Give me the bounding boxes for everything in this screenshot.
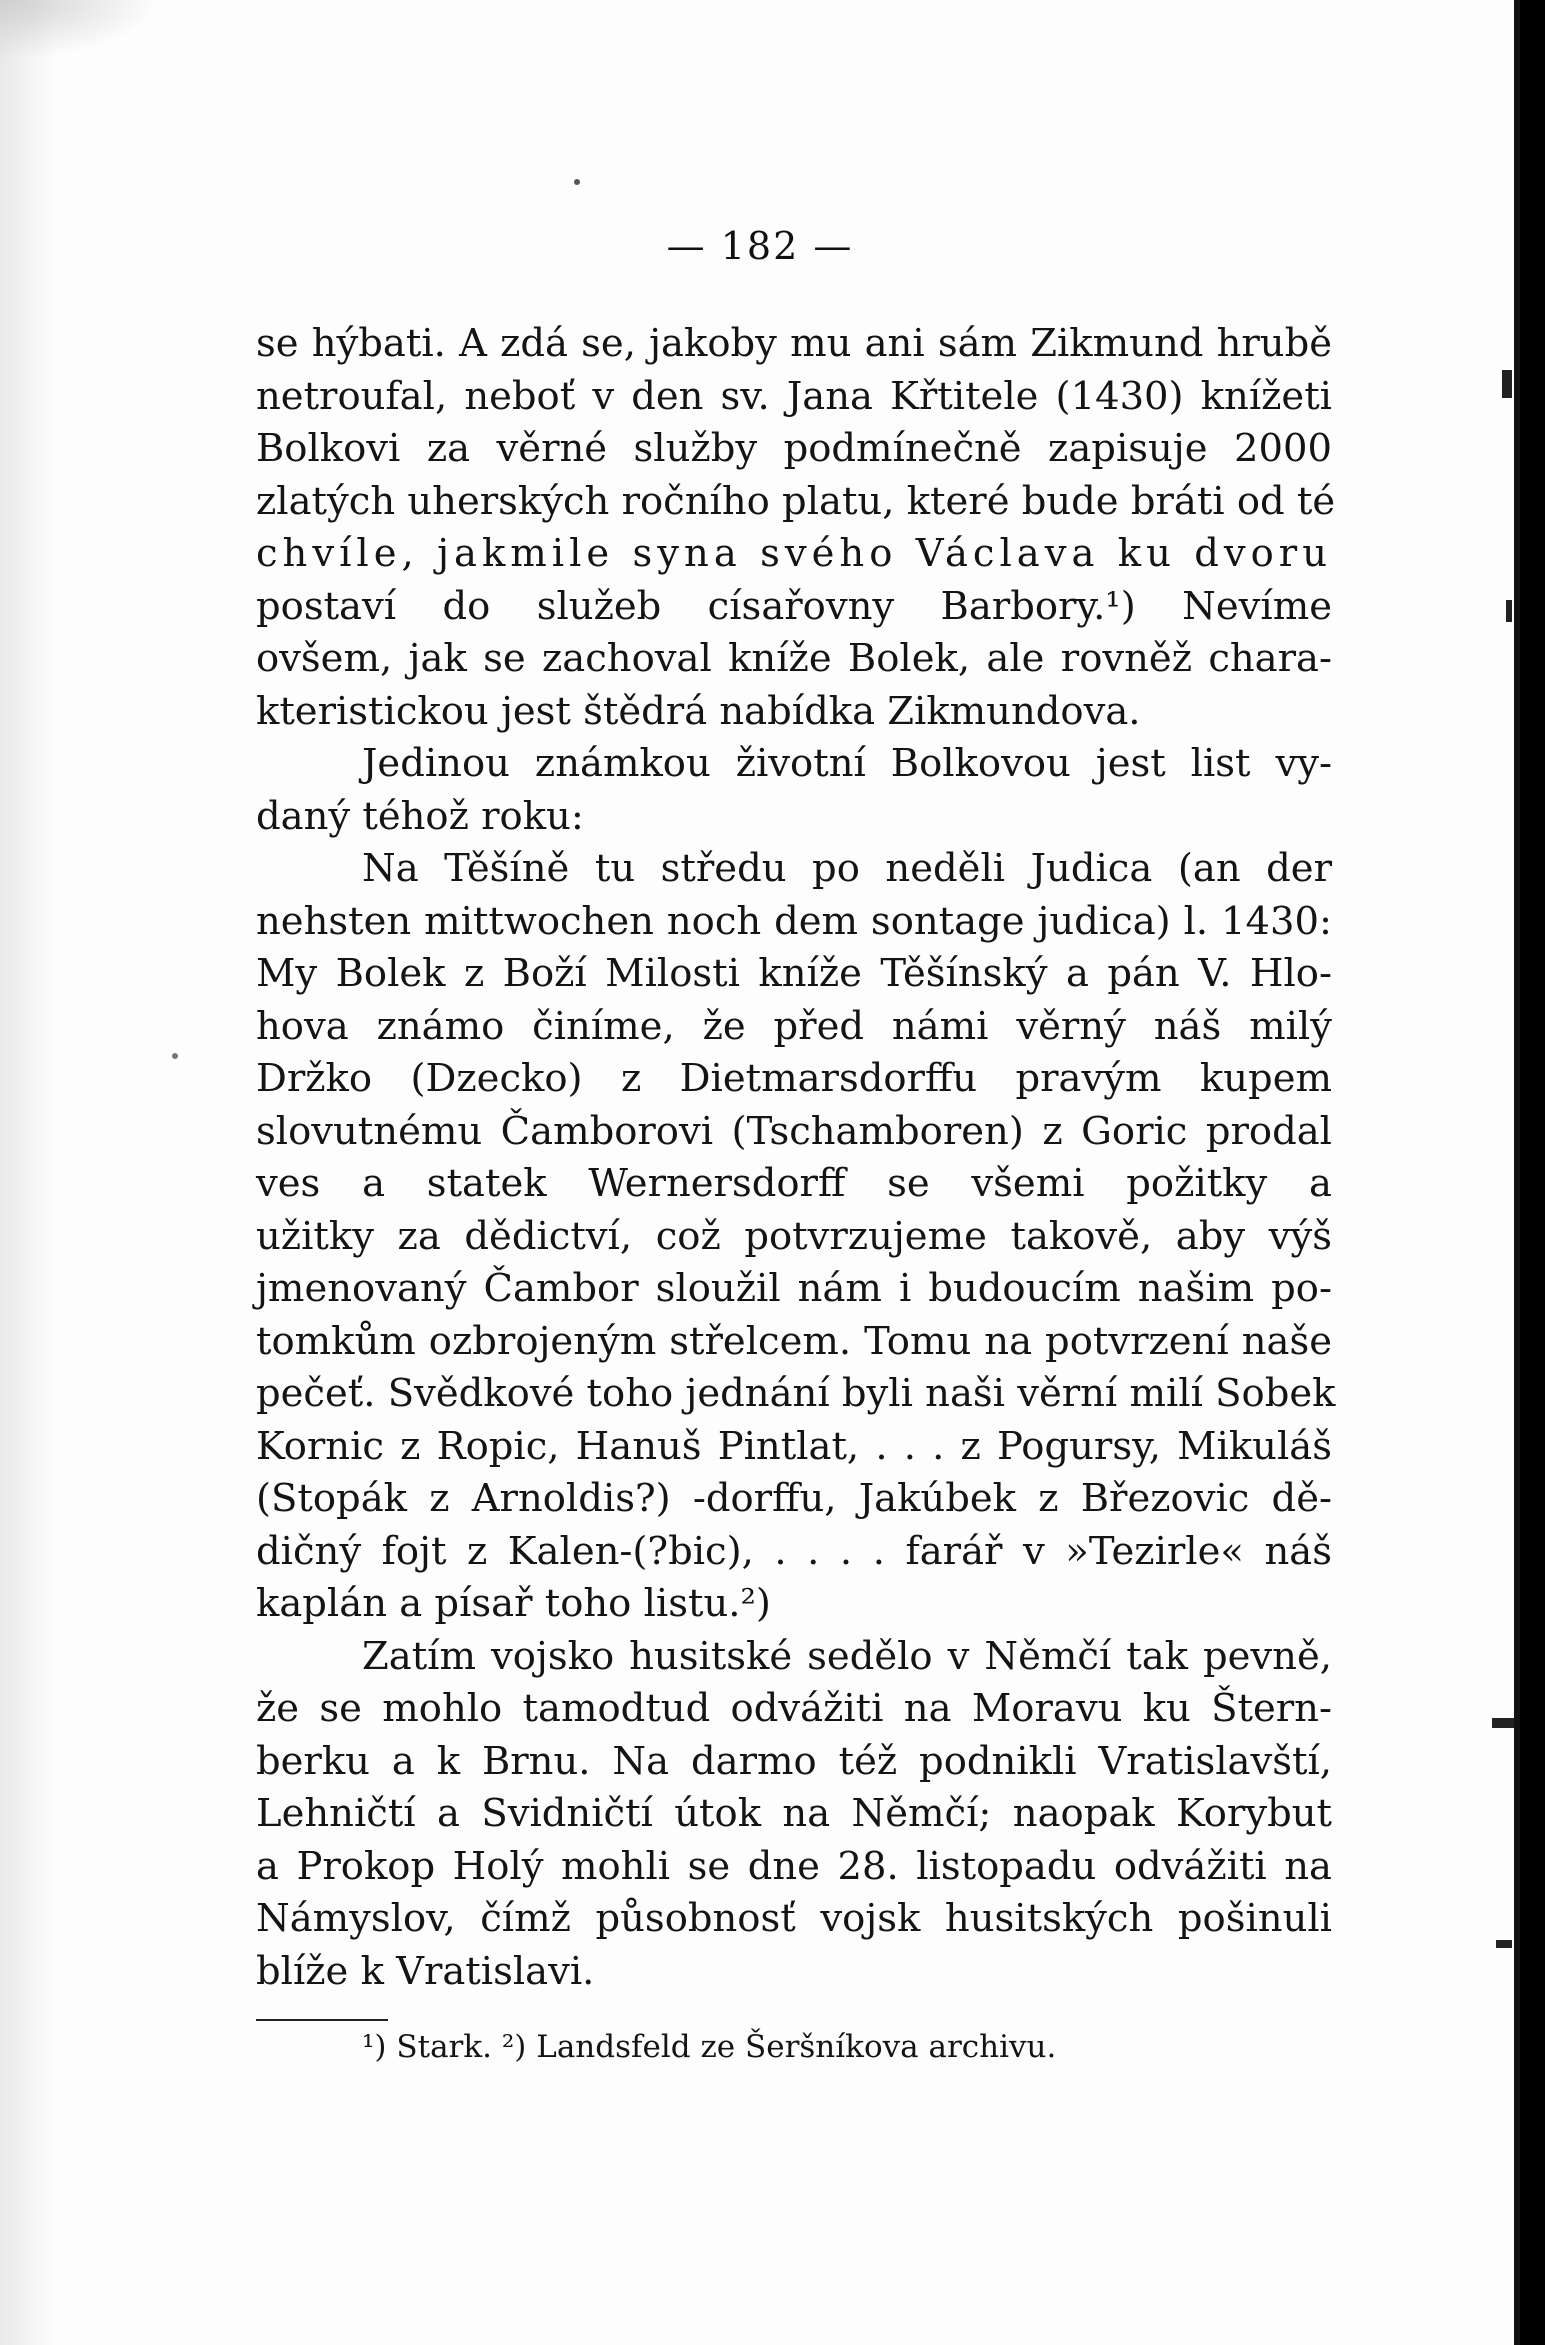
text-line: netroufal, neboť v den sv. Jana Křtitele (1430) knížeti <box>256 373 1332 419</box>
margin-mark <box>1506 600 1512 622</box>
page-number: — 182 — <box>666 224 854 268</box>
page-corner-shadow <box>0 0 160 60</box>
text-line: berku a k Brnu. Na darmo též podnikli Vratislavští, <box>256 1738 1332 1784</box>
speck <box>574 179 580 185</box>
text-line: slovutnému Čamborovi (Tschamboren) z Goric prodal <box>256 1108 1332 1154</box>
text-line: Lehničtí a Svidničtí útok na Němčí; naopak Korybut <box>256 1791 1332 1836</box>
text-line: My Bolek z Boží Milosti kníže Těšínský a pán V. Hlo- <box>256 951 1332 996</box>
text-line: Námyslov, čímž působnosť vojsk husitských pošinuli <box>256 1896 1332 1941</box>
text-line: kaplán a písař toho listu.²) <box>256 1581 771 1626</box>
margin-mark <box>1496 1940 1512 1948</box>
footnote-rule <box>256 2019 388 2021</box>
text-line: Kornic z Ropic, Hanuš Pintlat, . . . z Pogursy, Mikuláš <box>256 1423 1332 1469</box>
text-line: postaví do služeb císařovny Barbory.¹) Nevíme <box>256 583 1332 629</box>
text-line: (Stopák z Arnoldis?) -dorffu, Jakúbek z Březovic dě- <box>256 1476 1332 1521</box>
page-gutter-shadow <box>0 0 55 2345</box>
text-line: Bolkovi za věrné služby podmínečně zapisuje 2000 <box>256 426 1332 471</box>
text-line: pečeť. Svědkové toho jednání byli naši věrní milí Sobek <box>256 1371 1336 1416</box>
footnotes: ¹) Stark. ²) Landsfeld ze Šeršníkova archivu. <box>362 2029 1057 2065</box>
body-text <box>256 318 1336 1998</box>
text-line: Zatím vojsko husitské sedělo v Němčí tak pevně, <box>362 1633 1332 1679</box>
margin-mark <box>1492 1718 1514 1728</box>
text-line: Jedinou známkou životní Bolkovou jest list vy- <box>362 741 1332 786</box>
text-line: zlatých uherských ročního platu, které bude bráti od té <box>256 478 1336 524</box>
text-line: Držko (Dzecko) z Dietmarsdorffu pravým kupem <box>256 1056 1332 1101</box>
speck <box>172 1053 178 1059</box>
text-line: tomkům ozbrojeným střelcem. Tomu na potvrzení naše <box>256 1318 1332 1364</box>
text-line: že se mohlo tamodtud odvážiti na Moravu ku Štern- <box>256 1686 1332 1731</box>
text-line: užitky za dědictví, což potvrzujeme takově, aby výš <box>256 1213 1332 1259</box>
text-line: jmenovaný Čambor sloužil nám i budoucím našim po- <box>256 1266 1332 1311</box>
text-line: ovšem, jak se zachoval kníže Bolek, ale rovněž chara- <box>256 636 1332 681</box>
text-line: Na Těšíně tu středu po neděli Judica (an der <box>362 846 1332 891</box>
text-line: hova známo činíme, že před námi věrný náš milý <box>256 1003 1332 1049</box>
text-line: a Prokop Holý mohli se dne 28. listopadu odvážiti na <box>256 1843 1332 1889</box>
text-line: nehsten mittwochen noch dem sontage judica) l. 1430: <box>256 898 1332 944</box>
margin-mark <box>1502 370 1512 398</box>
text-line: kteristickou jest štědrá nabídka Zikmundova. <box>256 688 1141 734</box>
text-line: ves a statek Wernersdorff se všemi požitky a <box>256 1161 1332 1206</box>
text-line: blíže k Vratislavi. <box>256 1948 595 1994</box>
text-line: dičný fojt z Kalen-(?bic), . . . . farář v »Tezirle« náš <box>256 1528 1332 1574</box>
text-line: chvíle, jakmile syna svého Václava ku dvoru <box>256 531 1332 576</box>
text-line: daný téhož roku: <box>256 793 584 839</box>
text-line: se hýbati. A zdá se, jakoby mu ani sám Zikmund hrubě <box>256 321 1332 366</box>
